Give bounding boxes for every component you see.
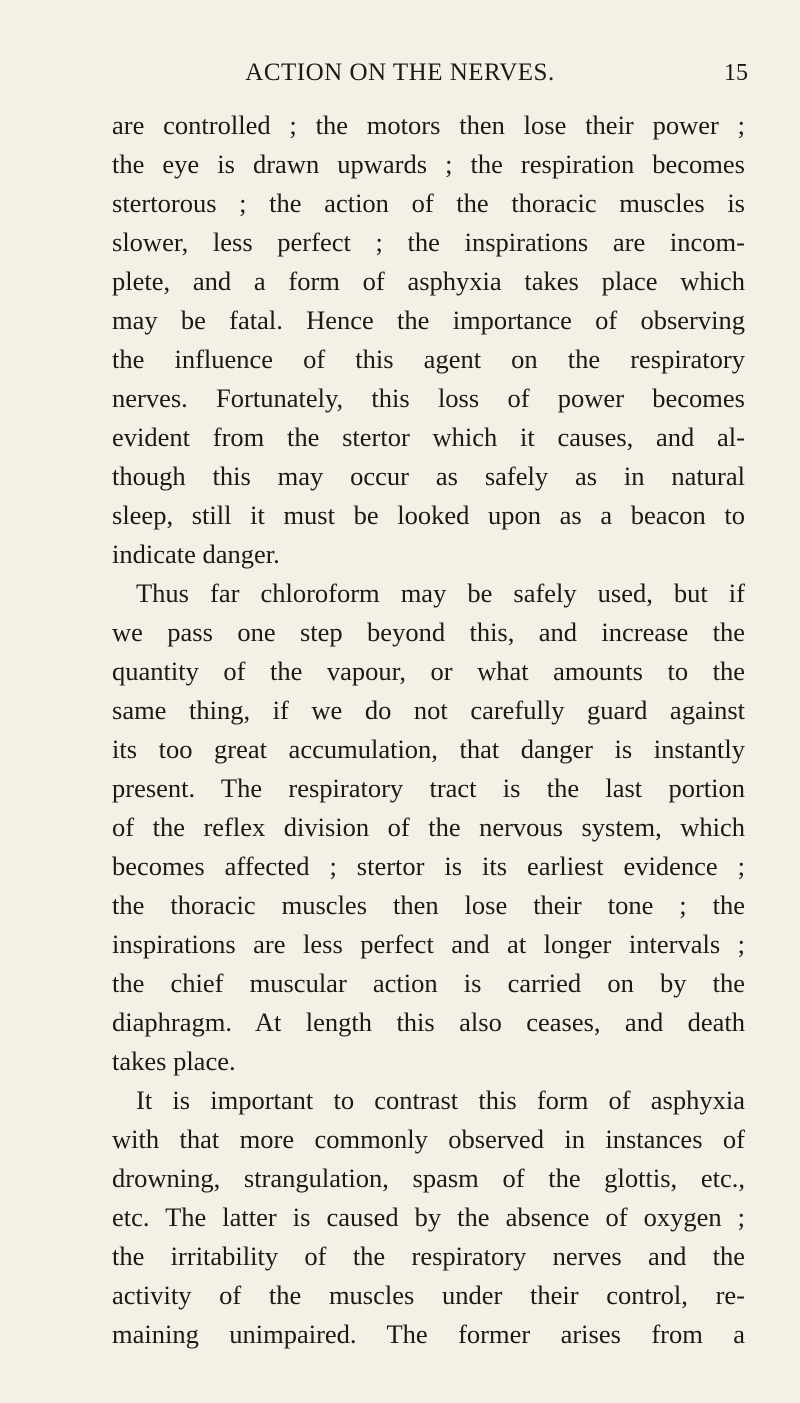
page-number: 15 — [724, 60, 748, 86]
text-line: we pass one step beyond this, and increase the — [112, 617, 745, 647]
text-line: nerves. Fortunately, this loss of power becomes — [112, 383, 745, 413]
text-line: with that more commonly observed in instances of — [112, 1124, 745, 1154]
text-line: sleep, still it must be looked upon as a beacon to — [112, 500, 745, 530]
text-line: plete, and a form of asphyxia takes place which — [112, 266, 745, 296]
text-line: are controlled ; the motors then lose their power ; — [112, 110, 745, 140]
text-line: etc. The latter is caused by the absence of oxygen ; — [112, 1202, 745, 1232]
text-line: drowning, strangulation, spasm of the glottis, etc., — [112, 1163, 745, 1193]
text-line: the irritability of the respiratory nerves and the — [112, 1241, 745, 1271]
text-line: diaphragm. At length this also ceases, and death — [112, 1007, 745, 1037]
text-line: its too great accumulation, that danger is instantly — [112, 734, 745, 764]
text-line: same thing, if we do not carefully guard against — [112, 695, 745, 725]
text-line: inspirations are less perfect and at longer intervals ; — [112, 929, 745, 959]
text-line: slower, less perfect ; the inspirations are incom- — [112, 227, 745, 257]
text-line: may be fatal. Hence the importance of observing — [112, 305, 745, 335]
text-line: Thus far chloroform may be safely used, but if — [136, 578, 745, 608]
text-line: quantity of the vapour, or what amounts to the — [112, 656, 745, 686]
text-line: It is important to contrast this form of asphyxia — [136, 1085, 745, 1115]
text-line: the eye is drawn upwards ; the respiration becomes — [112, 149, 745, 179]
text-line: takes place. — [112, 1046, 236, 1076]
text-line: stertorous ; the action of the thoracic muscles is — [112, 188, 745, 218]
running-head — [0, 58, 800, 88]
text-line: maining unimpaired. The former arises from a — [112, 1319, 745, 1349]
body-text — [112, 106, 745, 1354]
running-title: ACTION ON THE NERVES. — [245, 59, 555, 86]
text-line: becomes affected ; stertor is its earliest evidence ; — [112, 851, 745, 881]
text-line: activity of the muscles under their control, re- — [112, 1280, 745, 1310]
text-line: evident from the stertor which it causes, and al- — [112, 422, 745, 452]
text-line: the influence of this agent on the respiratory — [112, 344, 745, 374]
text-line: present. The respiratory tract is the last portion — [112, 773, 745, 803]
text-line: indicate danger. — [112, 539, 280, 569]
text-line: of the reflex division of the nervous system, which — [112, 812, 745, 842]
text-line: the thoracic muscles then lose their tone ; the — [112, 890, 745, 920]
text-line: though this may occur as safely as in natural — [112, 461, 745, 491]
text-line: the chief muscular action is carried on by the — [112, 968, 745, 998]
